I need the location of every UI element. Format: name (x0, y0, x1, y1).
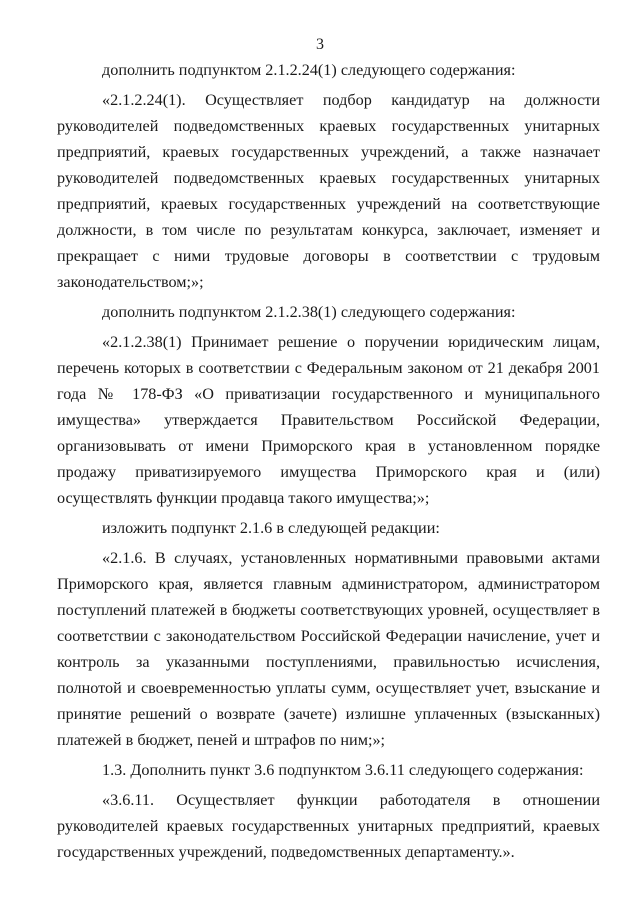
paragraph-item-1-3: 1.3. Дополнить пункт 3.6 подпунктом 3.6.11 следующего содержания: (102, 761, 584, 779)
page-number: 3 (316, 36, 324, 53)
paragraph-amend-2-1-2-38-1: дополнить подпунктом 2.1.2.38(1) следующего содержания: (102, 303, 516, 321)
paragraph-text-3-6-11: «3.6.11. Осуществляет функции работодателя в отношении руководителей краевых государственных унитарных предприятий, краевых государственных учреждений, подведомственных департаменту.». (57, 791, 600, 861)
paragraph-text-2-1-6: «2.1.6. В случаях, установленных нормативными правовыми актами Приморского края, является главным администратором, администратором поступлений платежей в бюджеты соответствующих уровней, осуществляет в соответствии с законодательством Российской Федерации начисление, учет и контроль за указанными поступлениями, правильностью исчисления, полнотой и своевременностью уплаты сумм, осуществляет учет, взыскание и принятие решений о возврате (зачете) излишне уплаченных (взысканных) платежей в бюджет, пеней и штрафов по ним;»; (57, 549, 600, 749)
paragraph-text-2-1-2-38-1: «2.1.2.38(1) Принимает решение о поручении юридическим лицам, перечень которых в соответствии с Федеральным законом от 21 декабря 2001 года № 178-ФЗ «О приватизации государственного и муниципального имущества» утверждается Правительством Российской Федерации, организовывать от имени Приморского края в установленном порядке продажу приватизируемого имущества Приморского края и (или) осуществлять функции продавца такого имущества;»; (57, 333, 600, 507)
document-body (57, 57, 600, 865)
paragraph-amend-2-1-6: изложить подпункт 2.1.6 в следующей редакции: (102, 519, 440, 537)
paragraph-amend-2-1-2-24-1: дополнить подпунктом 2.1.2.24(1) следующего содержания: (102, 61, 516, 79)
paragraph-text-2-1-2-24-1: «2.1.2.24(1). Осуществляет подбор кандидатур на должности руководителей подведомственных краевых государственных унитарных предприятий, краевых государственных учреждений, а также назначает руководителей подведомственных краевых государственных унитарных предприятий, краевых государственных учреждений на соответствующие должности, в том числе по результатам конкурса, заключает, изменяет и прекращает с ними трудовые договоры в соответствии с трудовым законодательством;»; (57, 91, 600, 291)
